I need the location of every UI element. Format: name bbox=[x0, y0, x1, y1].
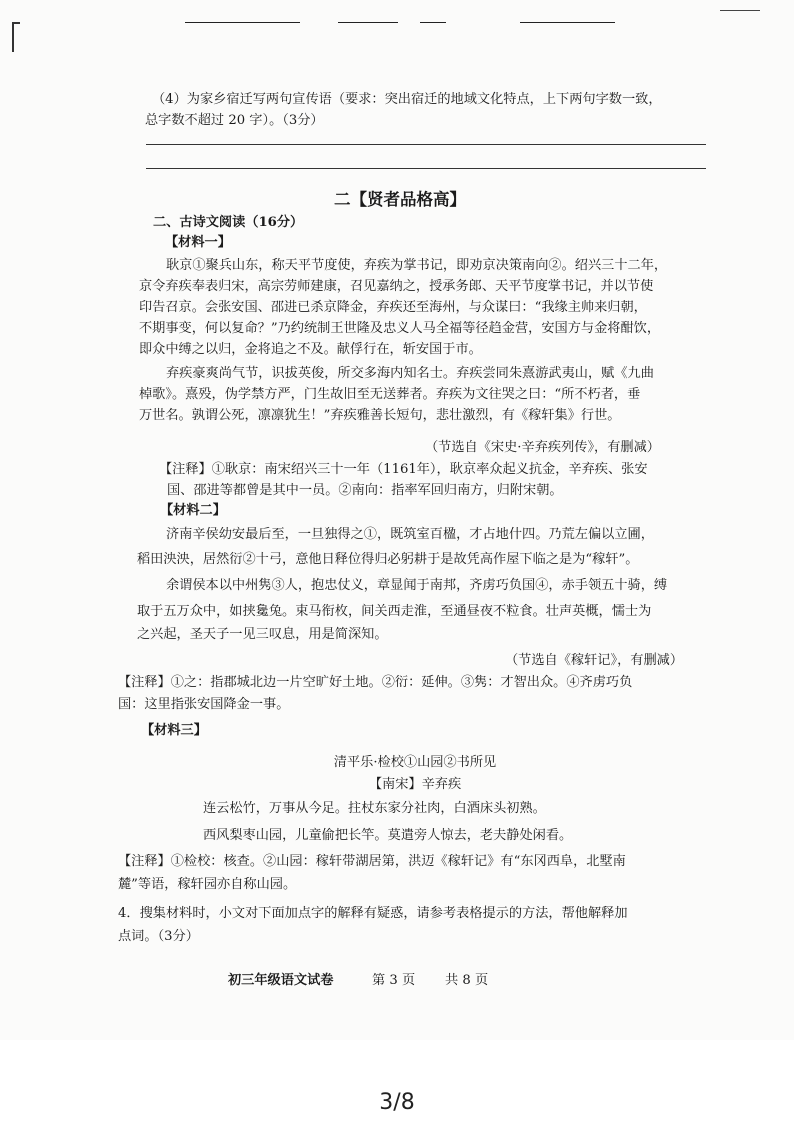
material1-note-line2: 国、邵进等都曾是其中一员。②南向：指率军回归南方，归附宋朝。 bbox=[167, 483, 563, 498]
material1-label: 【材料一】 bbox=[165, 235, 231, 250]
material3-label: 【材料三】 bbox=[141, 723, 207, 738]
material2-line: 之兴起，圣天子一见三叹息，用是简深知。 bbox=[137, 627, 388, 642]
scan-edge-mark bbox=[720, 10, 760, 11]
material1-line: 不期事变，何以复命？”乃约统制王世隆及忠义人马全福等径趋金营，安国方与金将酣饮， bbox=[139, 321, 661, 336]
header-rule-right bbox=[520, 22, 615, 23]
page-indicator: 3/8 bbox=[379, 1090, 415, 1115]
material3-note-line2: 麓”等语，稼轩园亦自称山园。 bbox=[118, 877, 297, 892]
material1-line: 印告召京。会张安国、邵进已杀京降金，弃疾还至海州，与众谋曰：“我缘主帅来归朝， bbox=[139, 300, 647, 315]
material1-line: 弃疾豪爽尚气节，识拔英俊，所交多海内知名士。弃疾尝同朱熹游武夷山，赋《九曲 bbox=[166, 366, 654, 381]
footer-paper-name: 初三年级语文试卷 bbox=[228, 973, 334, 988]
material1-line: 耿京①聚兵山东，称天平节度使，弃疾为掌书记，即劝京决策南向②。绍兴三十二年， bbox=[166, 258, 668, 273]
material2-label: 【材料二】 bbox=[160, 503, 226, 518]
material1-line: 万世名。孰谓公死，凛凛犹生！”弃疾雅善长短句，悲壮激烈，有《稼轩集》行世。 bbox=[139, 408, 621, 423]
prev-question-line1: （4）为家乡宿迁写两句宣传语（要求：突出宿迁的地域文化特点，上下两句字数一致， bbox=[152, 92, 662, 107]
material1-line: 棹歌》。熹殁，伪学禁方严，门生故旧至无送葬者。弃疾为文往哭之曰：“所不朽者，垂 bbox=[139, 387, 641, 402]
material2-line: 济南辛侯幼安最后至，一旦独得之①，既筑室百楹，才占地什四。乃荒左偏以立圃， bbox=[166, 527, 654, 542]
material3-note-line1: 【注释】①检校：核查。②山园：稼轩带湖居第，洪迈《稼轩记》有“东冈西阜，北墅南 bbox=[118, 854, 626, 869]
material1-source: （节选自《宋史·辛弃疾列传》，有删减） bbox=[425, 440, 660, 455]
material1-note-line1: 【注释】①耿京：南宋绍兴三十一年（1161年），耿京率众起义抗金，辛弃疾、张安 bbox=[159, 462, 648, 477]
header-rule-left bbox=[185, 22, 300, 23]
answer-line-2 bbox=[146, 168, 706, 169]
poem-author: 【南宋】辛弃疾 bbox=[368, 777, 462, 792]
material1-line: 京令弃疾奉表归宋，高宗劳师建康，召见嘉纳之，授承务郎、天平节度掌书记，并以节使 bbox=[139, 279, 654, 294]
prev-question-line2: 总字数不超过 20 字）。（3分） bbox=[145, 113, 324, 128]
section-subtitle: 二、古诗文阅读（16分） bbox=[153, 215, 304, 230]
material2-line: 取于五万众中，如挟毚兔。束马衔枚，间关西走淮，至通昼夜不粒食。壮声英概，懦士为 bbox=[137, 604, 652, 619]
material2-note-line2: 国：这里指张安国降金一事。 bbox=[118, 697, 290, 712]
answer-line-1 bbox=[146, 144, 706, 145]
section-title: 二【贤者品格高】 bbox=[334, 190, 466, 209]
scan-corner-mark bbox=[12, 22, 20, 52]
material2-line: 余谓侯本以中州隽③人，抱忠仗义，章显闻于南邦，齐虏巧负国④，赤手领五十骑，缚 bbox=[166, 578, 668, 593]
poem-line2: 西风梨枣山园，儿童偷把长竿。莫遣旁人惊去，老夫静处闲看。 bbox=[203, 828, 573, 843]
material2-line: 稻田泱泱，居然衍②十弓，意他日释位得归必躬耕于是故凭高作屋下临之是为“稼轩”。 bbox=[137, 552, 639, 567]
question4-line2: 点词。（3分） bbox=[118, 929, 199, 944]
footer-total-pages: 共 8 页 bbox=[445, 973, 489, 988]
header-rule-middle bbox=[338, 22, 398, 23]
material2-source: （节选自《稼轩记》，有删减） bbox=[505, 653, 684, 668]
question4-line1: 4．搜集材料时，小文对下面加点字的解释有疑惑，请参考表格提示的方法，帮他解释加 bbox=[118, 906, 628, 921]
material2-note-line1: 【注释】①之：指郡城北边一片空旷好土地。②衍：延伸。③隽：才智出众。④齐虏巧负 bbox=[118, 675, 633, 690]
poem-line1: 连云松竹，万事从今足。拄杖东家分社肉，白酒床头初熟。 bbox=[203, 801, 546, 816]
poem-title: 清平乐·检校①山园②书所见 bbox=[333, 755, 497, 770]
header-rule-small bbox=[420, 22, 446, 23]
material1-line: 即众中缚之以归，金将追之不及。献俘行在，斩安国于市。 bbox=[139, 342, 482, 357]
footer-page-number: 第 3 页 bbox=[372, 973, 416, 988]
